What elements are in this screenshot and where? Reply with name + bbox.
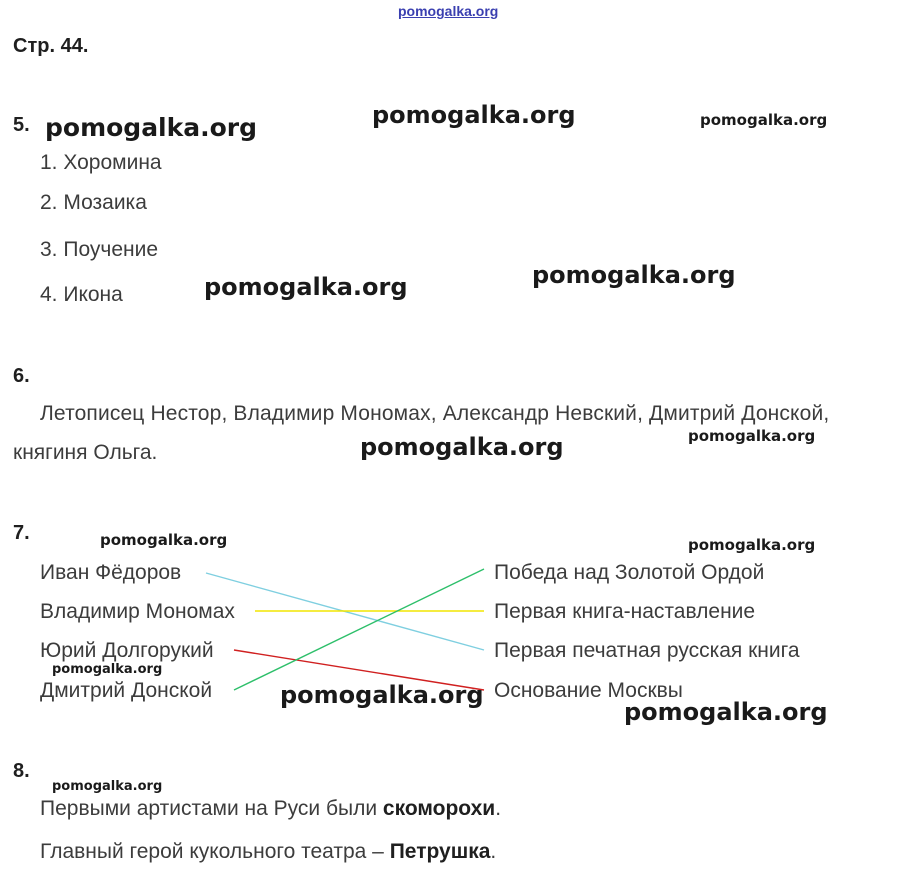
watermark: pomogalka.org bbox=[204, 273, 408, 301]
match-left-item: Иван Фёдоров bbox=[40, 561, 182, 584]
watermark: pomogalka.org bbox=[688, 427, 816, 445]
watermark: pomogalka.org bbox=[700, 111, 828, 129]
watermark: pomogalka.org bbox=[100, 531, 228, 549]
task5-number: 5. bbox=[13, 114, 30, 136]
task5-item: 1. Хоромина bbox=[40, 151, 162, 174]
watermark: pomogalka.org bbox=[624, 698, 828, 726]
sentence-text: Главный герой кукольного театра – bbox=[40, 840, 390, 863]
watermark: pomogalka.org bbox=[52, 662, 163, 677]
task7-number: 7. bbox=[13, 522, 30, 544]
watermark: pomogalka.org bbox=[372, 101, 576, 129]
watermark: pomogalka.org bbox=[688, 536, 816, 554]
page-label: Стр. 44. bbox=[13, 35, 89, 57]
task5-item: 4. Икона bbox=[40, 283, 123, 306]
sentence-text: Первыми артистами на Руси были bbox=[40, 797, 383, 820]
task8-sentence1 bbox=[40, 797, 501, 821]
task8-sentence2 bbox=[40, 840, 496, 864]
task6-line2: княгиня Ольга. bbox=[13, 441, 158, 464]
answer-bold: Петрушка bbox=[389, 840, 491, 863]
match-left-item: Дмитрий Донской bbox=[40, 679, 213, 702]
match-left-item: Владимир Мономах bbox=[40, 600, 235, 623]
task6-line1: Летописец Нестор, Владимир Мономах, Александр Невский, Дмитрий Донской, bbox=[40, 402, 830, 425]
match-line bbox=[234, 569, 484, 690]
match-right-item: Первая печатная русская книга bbox=[494, 639, 800, 662]
sentence-end: . bbox=[490, 840, 497, 863]
match-left-item: Юрий Долгорукий bbox=[40, 639, 214, 662]
watermark: pomogalka.org bbox=[45, 113, 258, 142]
watermark: pomogalka.org bbox=[280, 681, 484, 709]
task5-item: 2. Мозаика bbox=[40, 191, 147, 214]
match-right-item: Победа над Золотой Ордой bbox=[494, 561, 765, 584]
watermark: pomogalka.org bbox=[52, 779, 163, 794]
match-right-item: Основание Москвы bbox=[494, 679, 683, 702]
task8-number: 8. bbox=[13, 760, 30, 782]
match-right-item: Первая книга-наставление bbox=[494, 600, 756, 623]
answer-bold: скоморохи bbox=[382, 797, 496, 820]
watermark: pomogalka.org bbox=[360, 433, 564, 461]
watermark: pomogalka.org bbox=[532, 261, 736, 289]
sentence-end: . bbox=[495, 797, 502, 820]
watermark-top: pomogalka.org bbox=[398, 3, 499, 19]
task5-item: 3. Поучение bbox=[40, 238, 159, 261]
task6-number: 6. bbox=[13, 365, 30, 387]
